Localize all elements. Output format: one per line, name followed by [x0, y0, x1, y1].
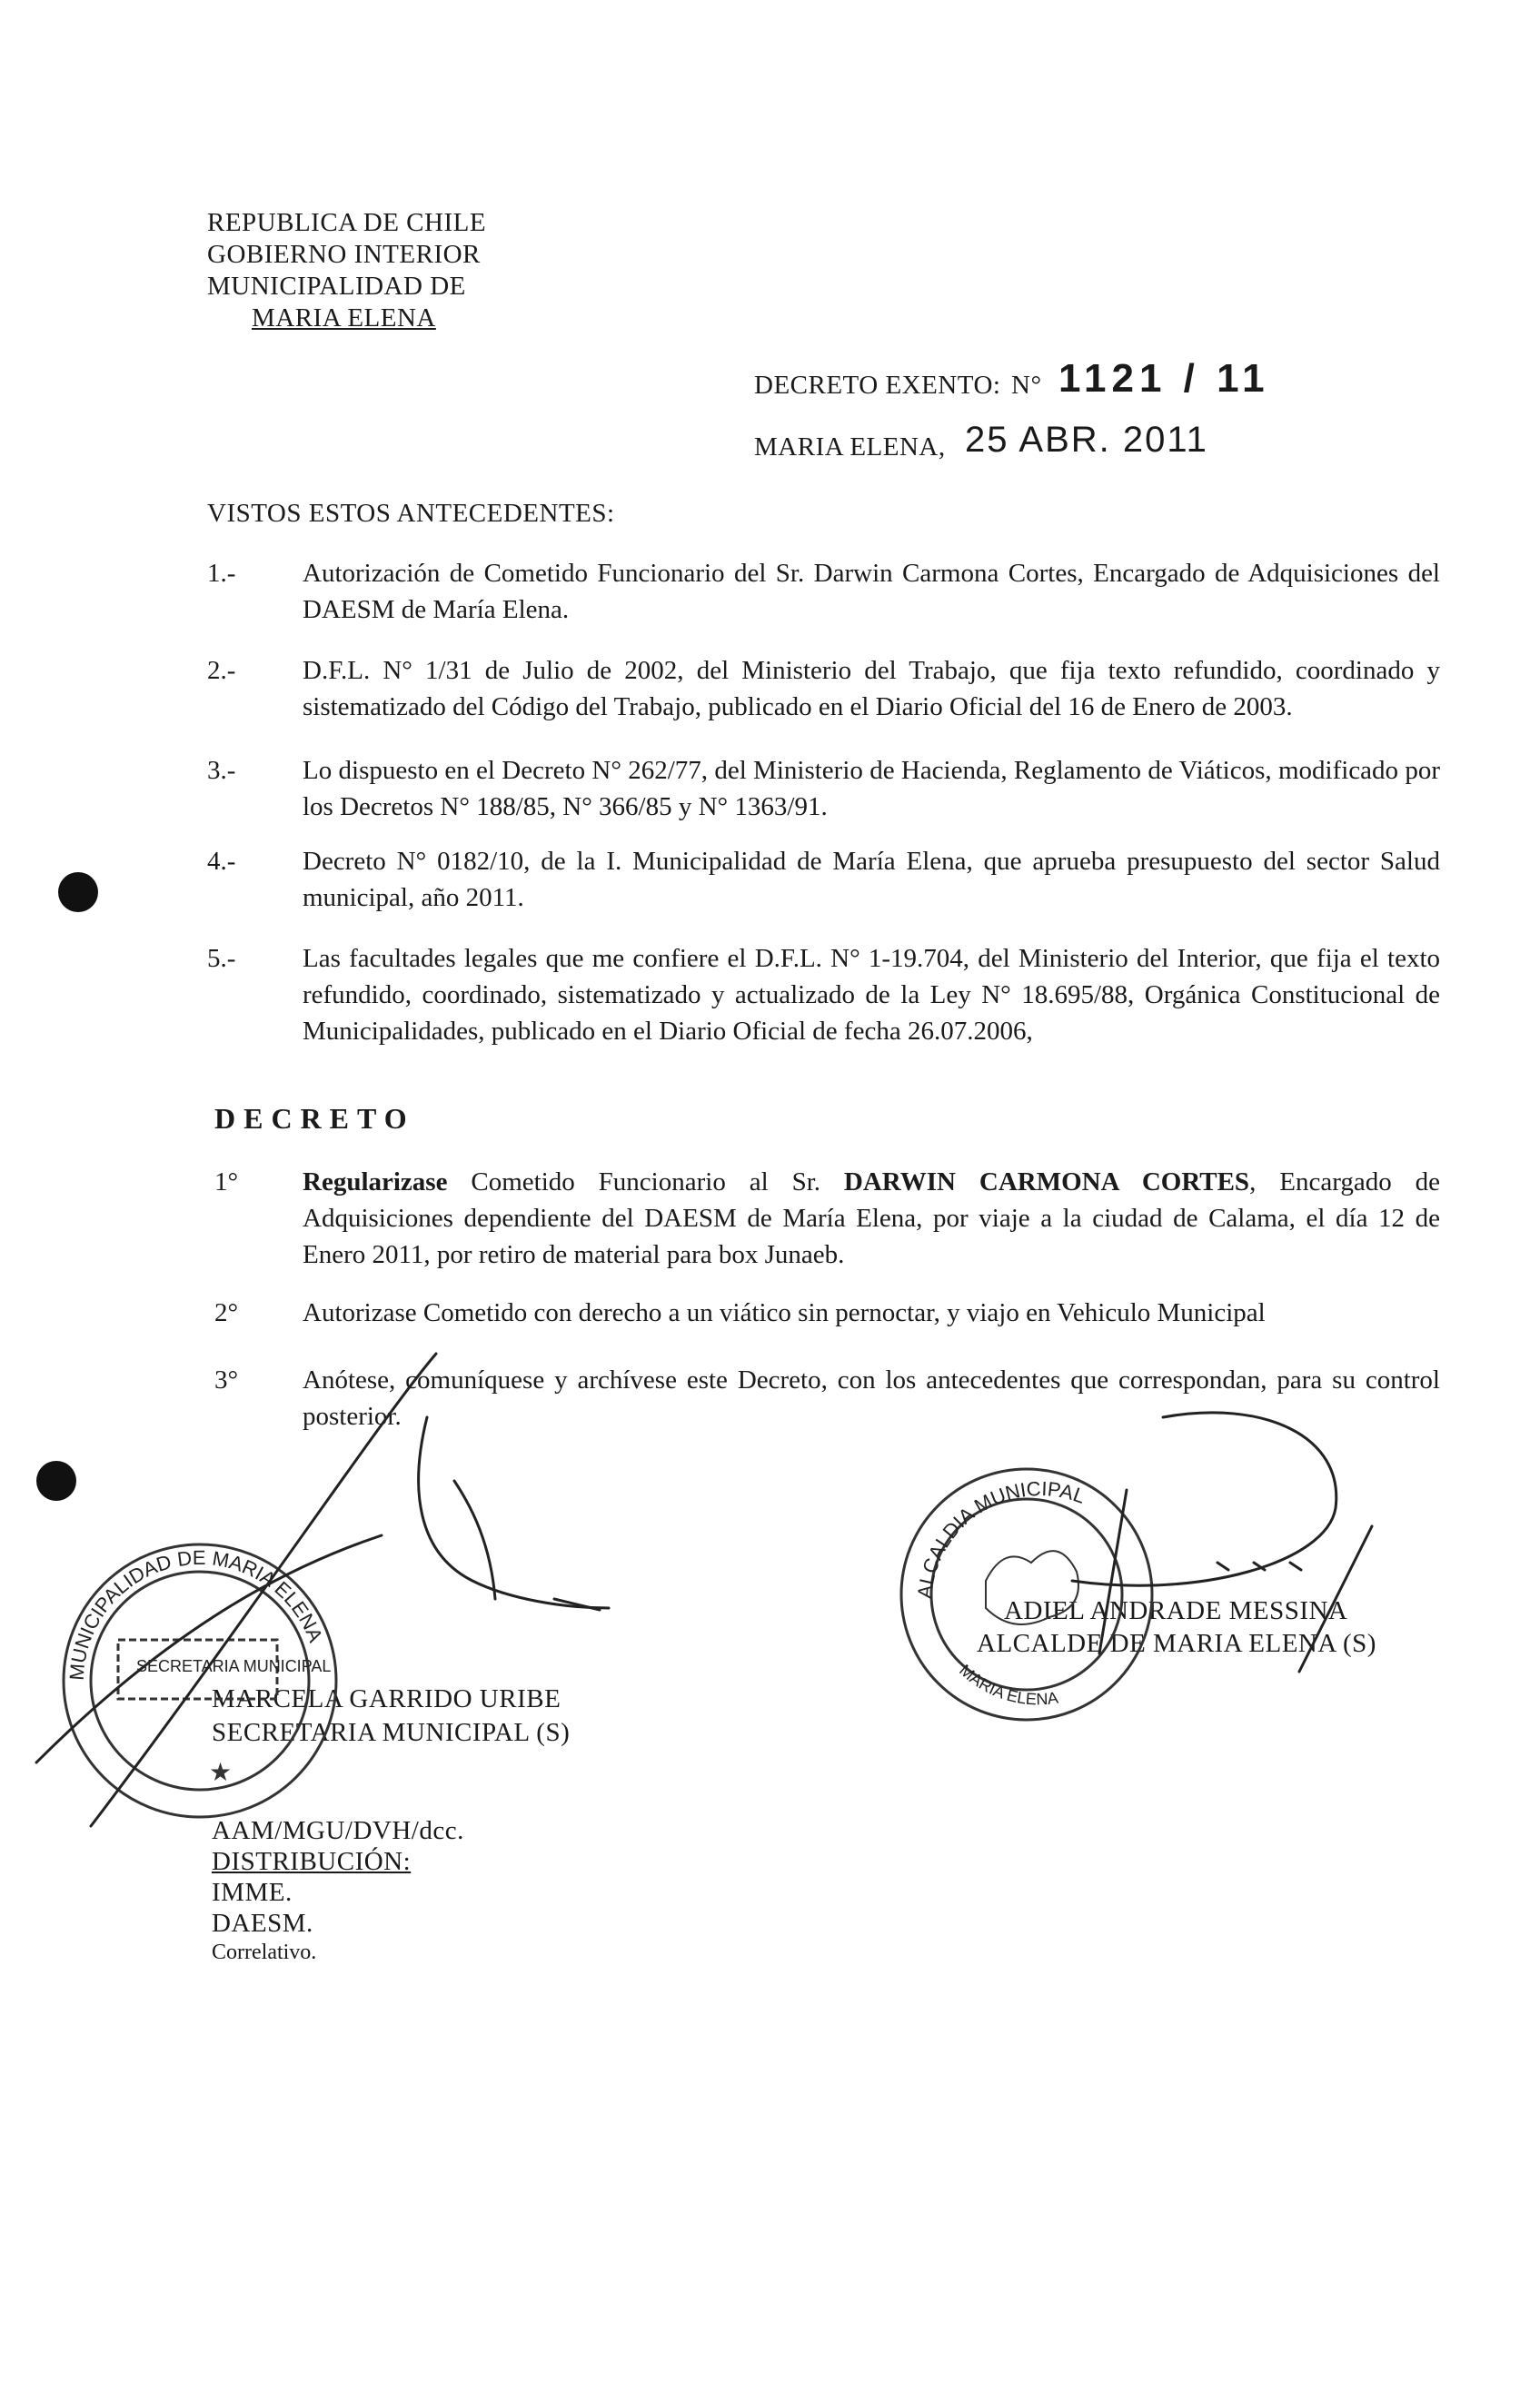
decreto-text-part: , Encargado de Adquisiciones dependiente del DAESM de María Elena, por viaje a la ciudad de Calama, el día 12 de Enero 2011, por retiro de material para box Junaeb. [303, 1167, 1440, 1269]
right-signer-name: ADIEL ANDRADE MESSINA [1004, 1596, 1348, 1625]
left-seal-outer-text: MUNICIPALIDAD DE MARIA ELENA [65, 1545, 328, 1682]
decreto-item-num: 3° [214, 1365, 239, 1395]
secretaria-seal [64, 1544, 336, 1817]
left-seal-star-icon: ★ [209, 1759, 233, 1787]
vistos-item-text: Las facultades legales que me confiere el D.F.L. N° 1-19.704, del Ministerio del Interior, que fija el texto refundido, coordinado, sistematizado y actualizado de la Ley N° 18.695/88, Orgánica Constitucional de Municipalidades, publicado en el Diario Oficial de fecha 26.07.2006, [303, 944, 1440, 1046]
vistos-item-text: Lo dispuesto en el Decreto N° 262/77, del Ministerio de Hacienda, Reglamento de Viáticos, modificado por los Decretos N° 188/85, N° 366/85 y N° 1363/91. [303, 756, 1440, 821]
distribution-item: Correlativo. [212, 1941, 317, 1964]
right-signer-title: ALCALDE DE MARIA ELENA (S) [977, 1629, 1376, 1658]
decreto-item-num: 1° [214, 1167, 239, 1196]
right-seal-bottom-text: MARIA ELENA [956, 1661, 1060, 1709]
vistos-item-num: 1.- [207, 559, 236, 588]
distribution-label: DISTRIBUCIÓN: [212, 1847, 412, 1876]
decree-date: 25 ABR. 2011 [965, 420, 1208, 460]
vistos-item-text: D.F.L. N° 1/31 de Julio de 2002, del Ministerio del Trabajo, que fija texto refundido, coordinado y sistematizado del Código del Trabajo, publicado en el Diario Oficial del 16 de Enero de 2003. [303, 656, 1440, 721]
header-maria-elena: MARIA ELENA [252, 303, 436, 333]
distribution-item: IMME. [212, 1878, 293, 1907]
punch-hole-top [58, 872, 98, 912]
decreto-text-part: Cometido Funcionario al Sr. [447, 1167, 844, 1196]
alcaldia-seal [901, 1469, 1152, 1720]
decree-label: DECRETO EXENTO: [754, 371, 1001, 400]
vistos-item-text: Autorización de Cometido Funcionario del Sr. Darwin Carmona Cortes, Encargado de Adquisiciones del DAESM de María Elena. [303, 559, 1440, 624]
decree-number-prefix: N° [1011, 371, 1042, 400]
left-signer-name: MARCELA GARRIDO URIBE [212, 1684, 561, 1713]
left-signer-title: SECRETARIA MUNICIPAL (S) [212, 1718, 571, 1747]
decreto-heading: DECRETO [214, 1102, 415, 1135]
vistos-item-num: 4.- [207, 847, 236, 876]
header-municipalidad: MUNICIPALIDAD DE [207, 272, 466, 301]
decreto-item-num: 2° [214, 1298, 239, 1327]
distribution-item: DAESM. [212, 1909, 313, 1938]
decree-number: 1121 / 11 [1058, 356, 1270, 401]
decreto-item-text [303, 1164, 1440, 1273]
decreto-item-text: Anótese, comuníquese y archívese este Decreto, con los antecedentes que correspondan, para su control posterior. [303, 1365, 1440, 1431]
right-seal-top-text: ALCALDIA MUNICIPAL [912, 1476, 1088, 1600]
vistos-item-text: Decreto N° 0182/10, de la I. Municipalidad de María Elena, que aprueba presupuesto del sector Salud municipal, año 2011. [303, 847, 1440, 912]
vistos-item-num: 2.- [207, 656, 236, 685]
vistos-heading: VISTOS ESTOS ANTECEDENTES: [207, 499, 615, 528]
header-gobierno: GOBIERNO INTERIOR [207, 240, 481, 269]
decreto-item-text: Autorizase Cometido con derecho a un viático sin pernoctar, y viajo en Vehiculo Municipal [303, 1298, 1266, 1327]
decreto-employee-name: DARWIN CARMONA CORTES [843, 1167, 1250, 1196]
decree-place: MARIA ELENA, [754, 432, 946, 462]
left-seal-inner-text: SECRETARIA MUNICIPAL [136, 1657, 332, 1675]
vistos-item-num: 3.- [207, 756, 236, 785]
vistos-item-num: 5.- [207, 944, 236, 973]
header-republica: REPUBLICA DE CHILE [207, 208, 487, 237]
decreto-lead-word: Regularizase [303, 1167, 448, 1196]
footer-initials: AAM/MGU/DVH/dcc. [212, 1816, 464, 1845]
punch-hole-bottom [36, 1461, 76, 1501]
